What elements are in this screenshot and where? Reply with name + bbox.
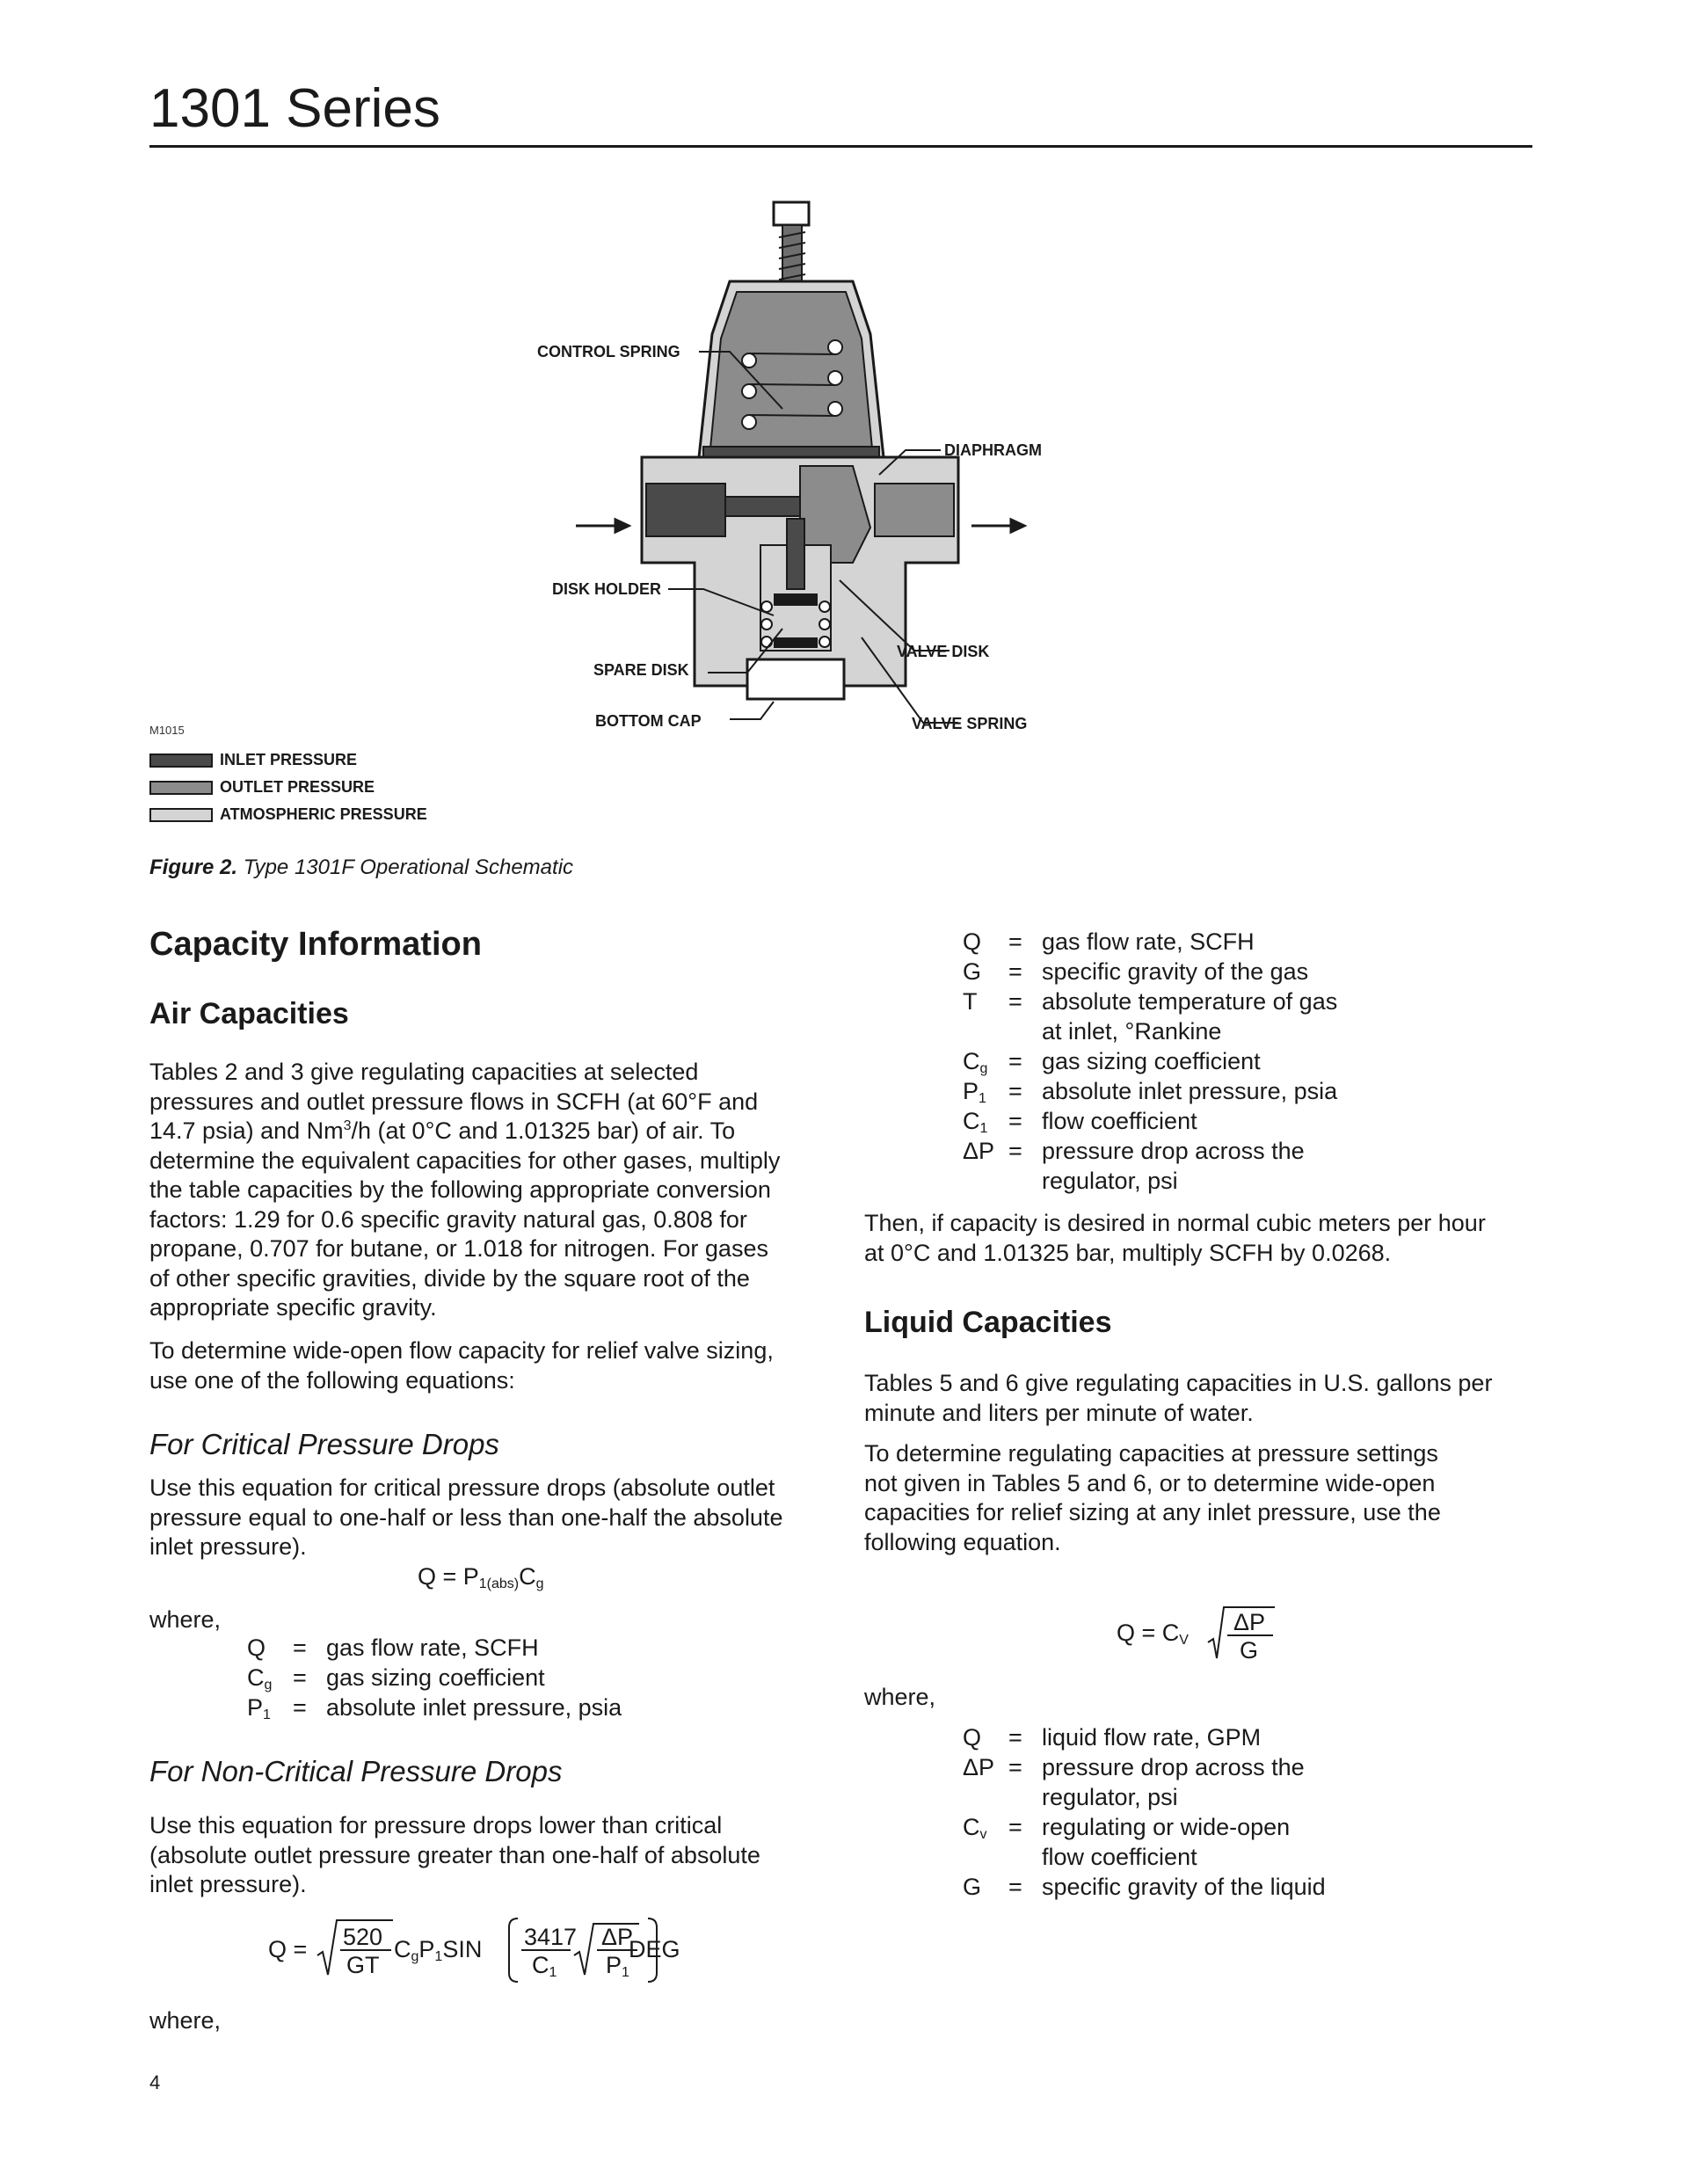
def-equals-blank [1008,1843,1042,1873]
callout-valve-disk: VALVE DISK [897,643,990,660]
def-equals-blank [1008,1783,1042,1813]
liquid-def-cv-cont [963,1843,1197,1873]
def-text: regulating or wide-open [1042,1814,1291,1840]
symbol-text: G [963,958,982,985]
def-text: absolute temperature of gas [1042,988,1338,1015]
formula-subscript: g [411,1949,419,1964]
formula-denominator [606,1952,629,1981]
adjusting-screw [774,202,809,225]
def-equals: = [1008,1754,1022,1780]
text-line: appropriate specific gravity. [149,1294,437,1321]
def-text: absolute inlet pressure, psia [1042,1078,1338,1104]
symbol-subscript: 1 [263,1707,271,1722]
heading-liquid-capacities: Liquid Capacities [864,1306,1112,1339]
def-equals: = [1008,928,1022,955]
formula-text: C [394,1936,411,1962]
def-symbol [963,987,1008,1017]
callout-bottom-cap: BOTTOM CAP [595,712,702,730]
formula-lhs [1117,1620,1189,1649]
formula-text: C [532,1952,549,1978]
symbol-text: T [963,988,978,1015]
def-symbol [963,928,1008,957]
formula-text: Q = C [1117,1620,1180,1646]
legend-label-outlet: OUTLET PRESSURE [220,778,375,796]
def-text: flow coefficient [1042,1108,1197,1134]
callout-spare-disk: SPARE DISK [593,661,689,679]
formula-subscript: 1 [434,1949,443,1964]
legend-swatch-inlet [149,753,213,768]
formula-text: P [606,1952,622,1978]
symbol-text: ΔP [963,1138,995,1164]
def-equals: = [1008,1048,1022,1074]
def-symbol [963,1723,1008,1753]
formula-numerator: ΔP [601,1924,634,1950]
gas-def-dp [963,1137,1305,1167]
def-equals: = [1008,1108,1022,1134]
figure-caption [149,855,573,880]
text-fragment: /h (at 0°C and 1.01325 bar) of air. To [351,1117,736,1144]
gas-def-t-cont [963,1017,1221,1047]
symbol-text: C [963,1814,980,1840]
symbol-text: G [963,1874,982,1900]
def-text: gas sizing coefficient [326,1664,545,1691]
def-text: regulator, psi [1042,1784,1178,1810]
def-equals-blank [1008,1017,1042,1047]
def-equals: = [293,1634,307,1661]
callout-control-spring: CONTROL SPRING [537,343,680,360]
where-label-1: where, [149,1606,222,1633]
text-line: following equation. [864,1528,1061,1555]
def-symbol [963,1017,1008,1047]
symbol-text: Q [963,928,982,955]
symbol-subscript: 1 [979,1121,988,1136]
text-line: use one of the following equations: [149,1366,515,1394]
text-line: factors: 1.29 for 0.6 specific gravity natural gas, 0.808 for [149,1205,747,1233]
def-symbol [963,1753,1008,1783]
legend-label-inlet: INLET PRESSURE [220,751,358,768]
symbol-text: C [247,1664,265,1691]
liquid-def-g [963,1873,1326,1903]
legend-inlet-pressure [149,751,357,769]
formula-text: Q = P [418,1563,479,1590]
def-text: pressure drop across the [1042,1138,1305,1164]
def-equals: = [1008,1724,1022,1751]
text-line: propane, 0.707 for butane, or 1.018 for nitrogen. For gases [149,1235,768,1262]
title-rule [149,145,1532,148]
text-line: of other specific gravities, divide by the square root of the [149,1264,750,1292]
text-line [149,1117,818,1147]
noncritical-formula [268,1917,690,1987]
gas-def-t [963,987,1337,1017]
figure-caption-text: Type 1301F Operational Schematic [243,855,574,879]
def-equals: = [1008,1814,1022,1840]
def-text: specific gravity of the liquid [1042,1874,1326,1900]
critical-def-p1 [247,1693,622,1730]
formula-denominator: G [1240,1637,1259,1663]
legend-atmospheric-pressure [149,805,427,824]
formula-text: DEG [629,1936,680,1962]
gas-def-g [963,957,1308,987]
gas-def-dp-cont [963,1167,1178,1197]
formula-subscript: g [535,1576,544,1591]
text-line: minute and liters per minute of water. [864,1399,1254,1426]
def-text: at inlet, °Rankine [1042,1018,1222,1045]
heading-air-capacities: Air Capacities [149,997,349,1030]
text-line: at 0°C and 1.01325 bar, multiply SCFH by 0.0268. [864,1239,1392,1266]
def-equals: = [1008,988,1022,1015]
def-equals: = [293,1694,307,1721]
text-line: capacities for relief sizing at any inlet pressure, use the [864,1499,1441,1525]
page-number: 4 [149,2071,161,2093]
def-equals-blank [1008,1167,1042,1197]
legend-label-atmospheric: ATMOSPHERIC PRESSURE [220,805,427,823]
figure-model-code: M1015 [149,724,185,737]
def-text: gas flow rate, SCFH [1042,928,1255,955]
air-capacities-paragraph [149,1058,818,1323]
def-equals: = [1008,1078,1022,1104]
text-line: pressure equal to one-half or less than one-half the absolute [149,1503,783,1531]
liquid-def-dp-cont [963,1783,1178,1813]
outlet-port [875,484,954,536]
formula-text: C [519,1563,536,1590]
def-symbol [963,1783,1008,1813]
liquid-paragraph-1 [864,1369,1541,1428]
noncritical-paragraph [149,1811,818,1900]
callout-valve-spring: VALVE SPRING [912,715,1028,732]
superscript: 3 [343,1118,352,1133]
def-equals: = [1008,1874,1022,1900]
where-label-3: where, [864,1684,936,1710]
callout-diaphragm: DIAPHRAGM [944,441,1042,459]
text-line: (absolute outlet pressure greater than one-half of absolute [149,1841,760,1868]
symbol-subscript: v [979,1827,987,1842]
heading-noncritical-pressure-drops: For Non-Critical Pressure Drops [149,1755,563,1787]
def-symbol [963,1137,1008,1167]
symbol-text: P [963,1078,979,1104]
symbol-text: ΔP [963,1754,995,1780]
text-line: Use this equation for pressure drops lower than critical [149,1812,723,1838]
def-symbol [963,1167,1008,1197]
text-line: To determine regulating capacities at pressure settings [864,1440,1438,1467]
critical-paragraph [149,1474,818,1562]
figure-caption-label: Figure 2. [149,855,238,879]
def-symbol [963,1873,1008,1903]
formula-numerator: 3417 [524,1924,578,1950]
formula-numerator: ΔP [1233,1609,1266,1635]
formula-numerator: 520 [343,1924,383,1950]
liquid-paragraph-2 [864,1439,1541,1557]
where-label-2: where, [149,2007,222,2034]
def-text: liquid flow rate, GPM [1042,1724,1262,1751]
gas-def-q [963,928,1255,957]
symbol-subscript: g [264,1678,273,1693]
bottom-cap [747,659,844,699]
liquid-def-q [963,1723,1261,1753]
text-line: inlet pressure). [149,1533,307,1560]
def-text: absolute inlet pressure, psia [326,1694,622,1721]
def-text: regulator, psi [1042,1168,1178,1194]
def-symbol [247,1693,293,1730]
text-line: Then, if capacity is desired in normal cubic meters per hour [864,1210,1486,1236]
text-line: Tables 5 and 6 give regulating capacities in U.S. gallons per [864,1370,1493,1396]
symbol-text: C [963,1108,980,1134]
def-text: gas sizing coefficient [1042,1048,1261,1074]
regulator-schematic [492,193,1108,756]
text-line: Tables 2 and 3 give regulating capacities at selected [149,1059,699,1085]
legend-swatch-atmospheric [149,808,213,822]
liquid-def-dp [963,1753,1305,1783]
formula-text: P [418,1936,435,1962]
text-line: not given in Tables 5 and 6, or to determine wide-open [864,1469,1436,1496]
formula-denominator: GT [346,1952,380,1978]
text-line: determine the equivalent capacities for other gases, multiply [149,1147,781,1174]
symbol-text: C [963,1048,980,1074]
text-line: To determine wide-open flow capacity for relief valve sizing, [149,1337,774,1364]
critical-formula [418,1563,544,1592]
symbol-text: Q [963,1724,982,1751]
symbol-text: Q [247,1634,266,1661]
symbol-subscript: g [979,1061,988,1076]
heading-critical-pressure-drops: For Critical Pressure Drops [149,1428,499,1460]
wide-open-paragraph [149,1336,818,1395]
formula-middle [394,1936,482,1965]
text-fragment: 14.7 psia) and Nm [149,1117,344,1144]
def-text: pressure drop across the [1042,1754,1305,1780]
symbol-subscript: 1 [979,1091,986,1106]
formula-denominator [532,1952,557,1981]
def-text: gas flow rate, SCFH [326,1634,539,1661]
def-text: flow coefficient [1042,1844,1197,1870]
formula-subscript: 1 [622,1965,629,1980]
heading-capacity-information: Capacity Information [149,926,482,963]
legend-outlet-pressure [149,778,375,797]
formula-subscript: 1(abs) [478,1576,520,1591]
def-equals: = [293,1664,307,1691]
formula-subscript: V [1179,1633,1189,1648]
control-spring [742,340,842,429]
series-title: 1301 Series [149,78,440,139]
symbol-text: P [247,1694,264,1721]
then-paragraph [864,1209,1541,1268]
def-equals: = [1008,1138,1022,1164]
callout-disk-holder: DISK HOLDER [552,580,662,598]
def-symbol [963,1843,1008,1873]
text-line: inlet pressure). [149,1871,307,1897]
legend-swatch-outlet [149,781,213,795]
formula-text: Q = [268,1936,308,1962]
formula-text: SIN [442,1936,483,1962]
text-line: the table capacities by the following appropriate conversion [149,1176,771,1203]
def-text: specific gravity of the gas [1042,958,1309,985]
text-line: pressures and outlet pressure flows in SCFH (at 60°F and [149,1088,759,1115]
liquid-formula [1117,1600,1292,1671]
def-symbol [963,957,1008,987]
def-equals: = [1008,958,1022,985]
text-line: Use this equation for critical pressure drops (absolute outlet [149,1474,775,1501]
formula-subscript: 1 [549,1965,557,1980]
inlet-port [646,484,725,536]
